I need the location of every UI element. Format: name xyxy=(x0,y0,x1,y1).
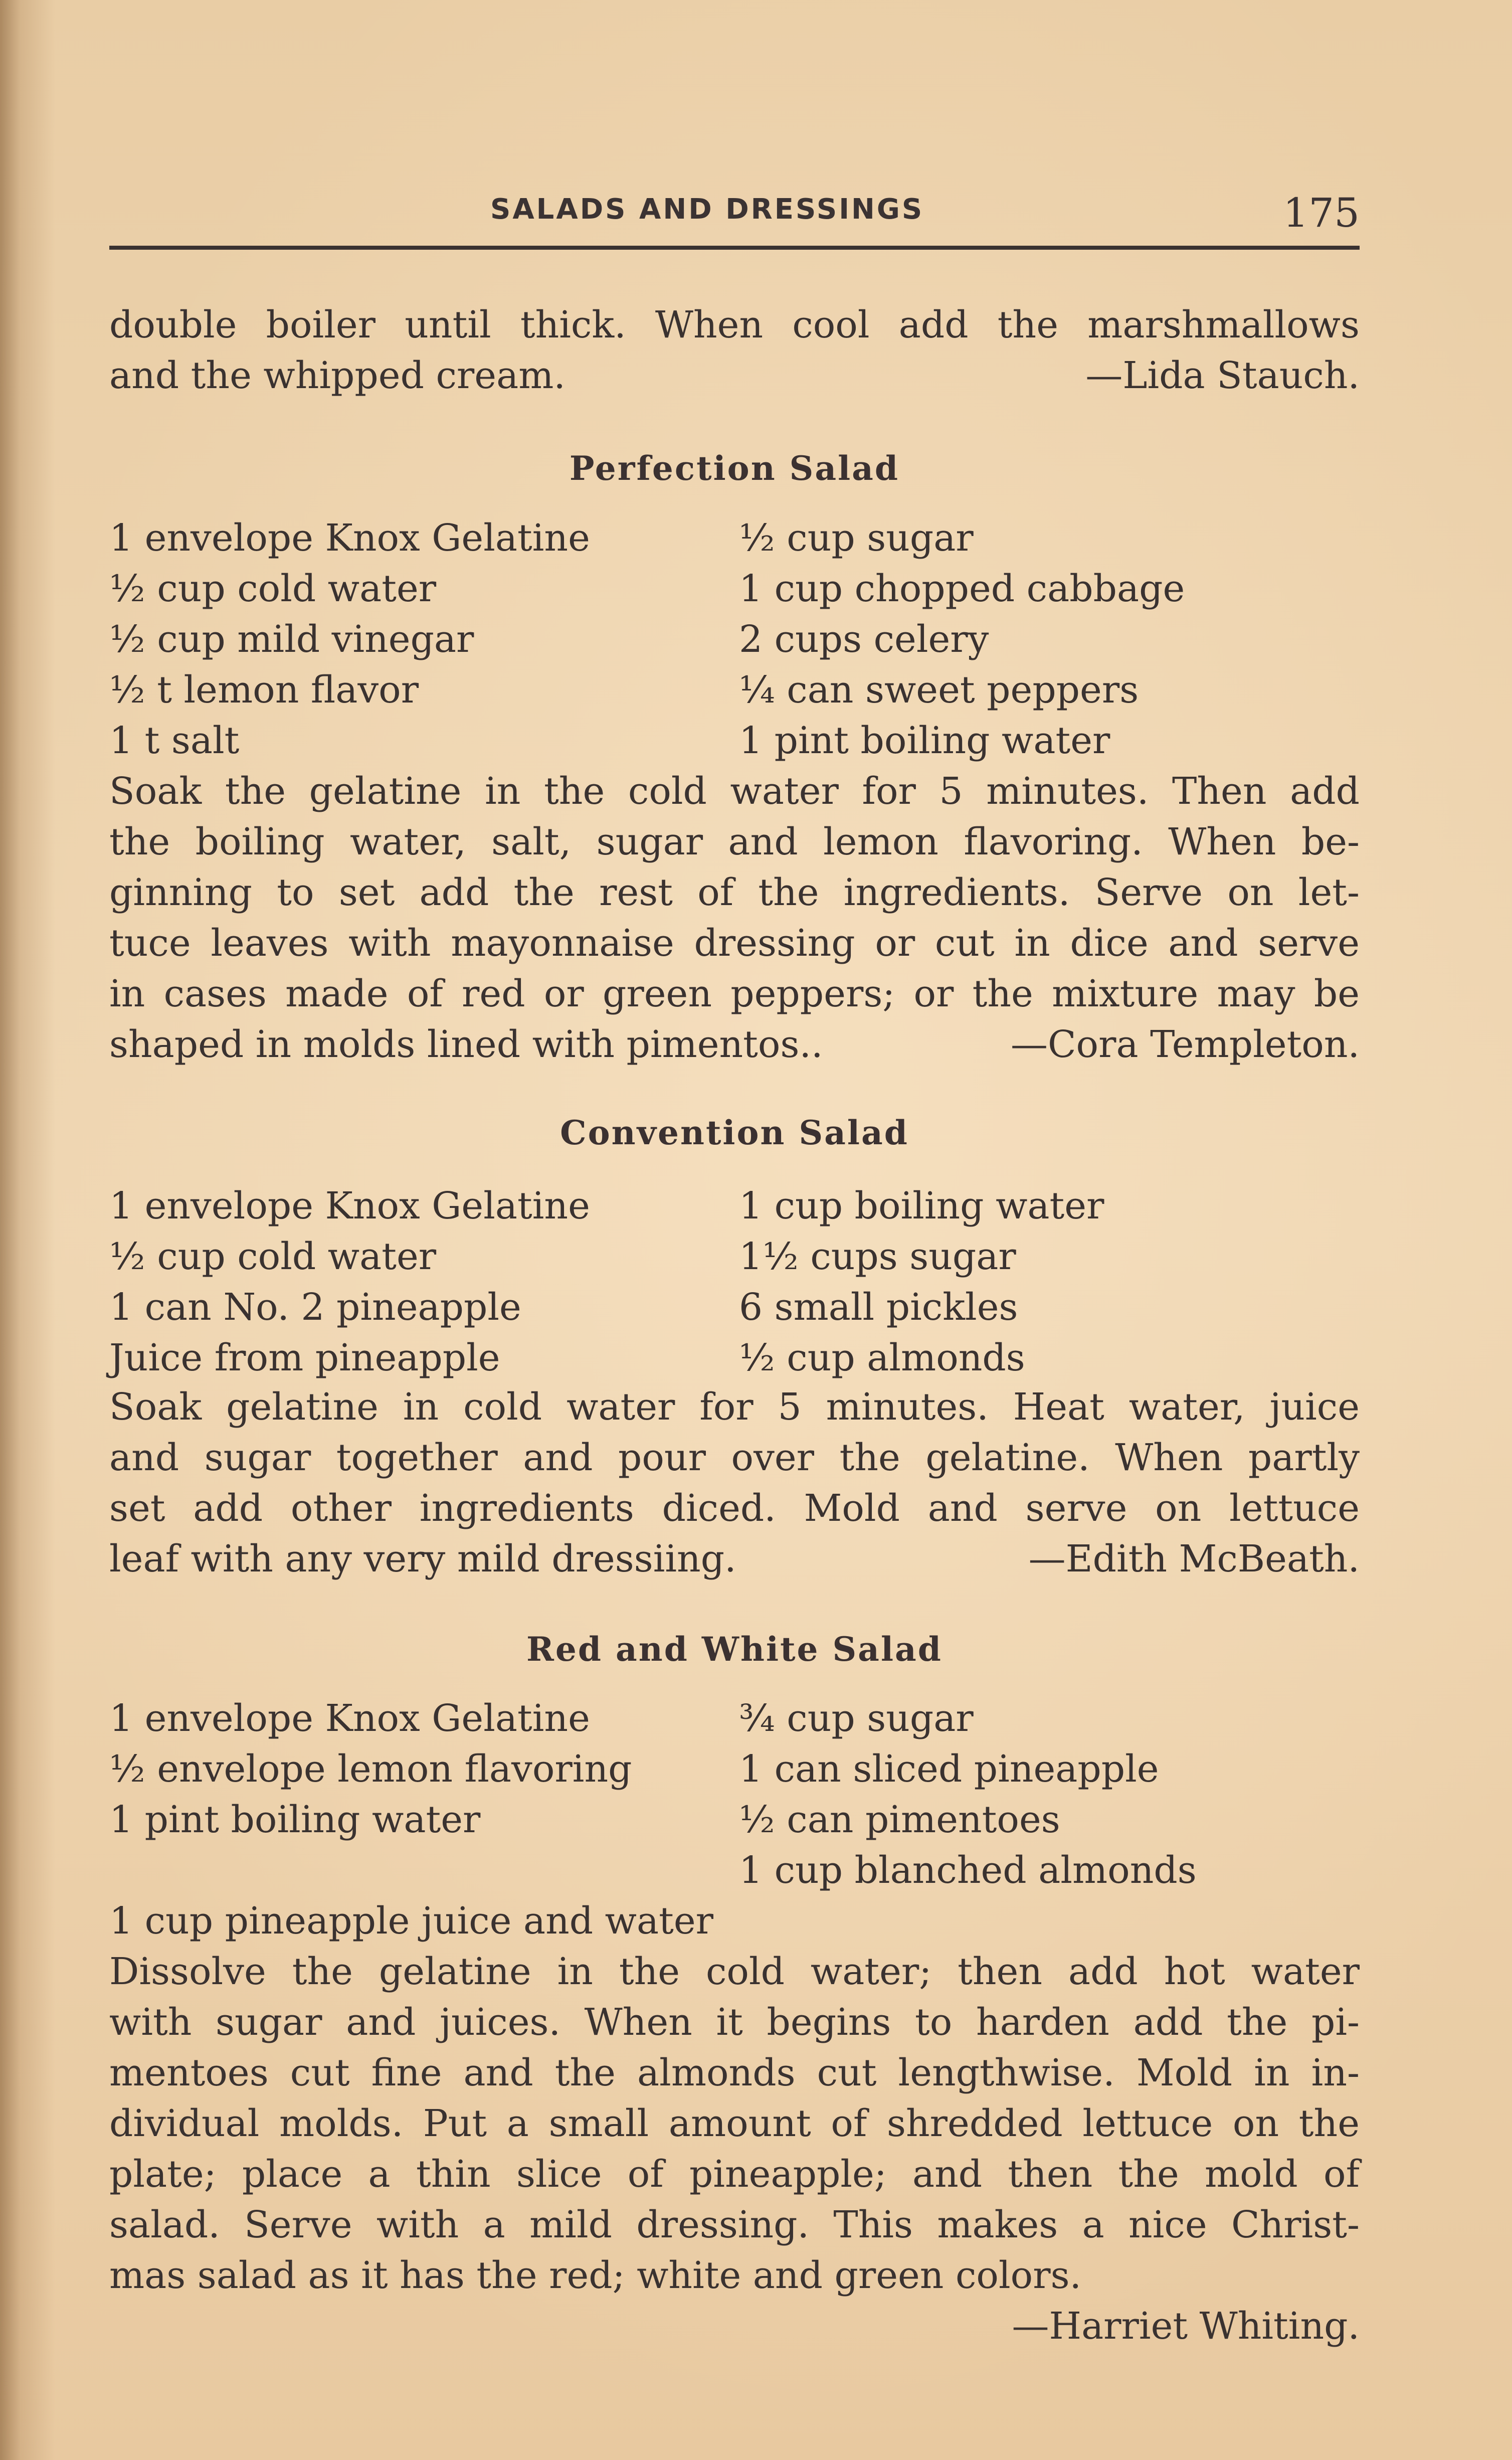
recipe-instructions xyxy=(109,1947,1360,2352)
ingredient: ½ t lemon flavor xyxy=(109,668,419,712)
text-line: tuce leaves with mayonnaise dressing or cut in dice and serve xyxy=(109,922,1360,965)
text-line: mentoes cut fine and the almonds cut lengthwise. Mold in in- xyxy=(109,2051,1360,2094)
text-line: ginning to set add the rest of the ingredients. Serve on let- xyxy=(109,871,1360,914)
text-line xyxy=(109,2250,1360,2301)
header-rule xyxy=(109,246,1360,250)
attribution: —Lida Stauch. xyxy=(1085,354,1360,397)
ingredient: 1 envelope Knox Gelatine xyxy=(109,516,590,560)
ingredient: 1 envelope Knox Gelatine xyxy=(109,1697,590,1740)
ingredient: ¼ can sweet peppers xyxy=(739,668,1139,712)
ingredient: 1 cup chopped cabbage xyxy=(739,567,1185,610)
text-line-content: mas salad as it has the red; white and green colors. xyxy=(109,2254,1082,2297)
ingredient-row xyxy=(109,1845,1360,1896)
ingredient: 1 cup blanched almonds xyxy=(739,1849,1197,1892)
text-line: set add other ingredients diced. Mold and serve on lettuce xyxy=(109,1487,1360,1530)
text-line: with sugar and juices. When it begins to harden add the pi- xyxy=(109,2001,1360,2044)
text-line: salad. Serve with a mild dressing. This makes a nice Christ- xyxy=(109,2203,1360,2246)
ingredient: 1 cup boiling water xyxy=(739,1184,1104,1227)
text-line xyxy=(109,1019,1360,1070)
text-line-content: and the whipped cream. xyxy=(109,354,565,397)
attribution: —Cora Templeton. xyxy=(1010,1023,1360,1066)
ingredient: ½ cup almonds xyxy=(739,1336,1025,1379)
ingredient-row xyxy=(109,513,1360,564)
text-line: the boiling water, salt, sugar and lemon flavoring. When be- xyxy=(109,820,1360,863)
ingredient: 1 envelope Knox Gelatine xyxy=(109,1184,590,1227)
ingredient: Juice from pineapple xyxy=(109,1336,500,1379)
intro-paragraph xyxy=(109,300,1360,401)
ingredient: 1 can No. 2 pineapple xyxy=(109,1286,521,1329)
ingredient-row xyxy=(109,614,1360,665)
ingredient-row xyxy=(109,716,1360,766)
ingredient-row xyxy=(109,665,1360,716)
ingredient-list xyxy=(109,1181,1360,1383)
text-line: Soak gelatine in cold water for 5 minutes. Heat water, juice xyxy=(109,1385,1360,1429)
ingredient-row xyxy=(109,1181,1360,1232)
text-line xyxy=(109,350,1360,401)
ingredient: ¾ cup sugar xyxy=(739,1697,974,1740)
recipe-instructions xyxy=(109,766,1360,1070)
text-line: dividual molds. Put a small amount of shredded lettuce on the xyxy=(109,2102,1360,2145)
ingredient: 1 pint boiling water xyxy=(739,719,1110,762)
ingredient: ½ cup cold water xyxy=(109,1235,437,1278)
ingredient-row xyxy=(109,1232,1360,1282)
ingredient: ½ cup mild vinegar xyxy=(109,618,474,661)
ingredient: 1 t salt xyxy=(109,719,240,762)
running-title: SALADS AND DRESSINGS xyxy=(490,193,924,226)
recipe-title: Perfection Salad xyxy=(569,449,900,488)
text-line: double boiler until thick. When cool add the marshmallows xyxy=(109,303,1360,346)
ingredient-list xyxy=(109,1693,1360,1947)
page-header xyxy=(109,186,1360,256)
attribution: —Harriet Whiting. xyxy=(1012,2305,1360,2348)
ingredient: ½ can pimentoes xyxy=(739,1798,1060,1841)
ingredient-list xyxy=(109,513,1360,766)
attribution: —Edith McBeath. xyxy=(1028,1537,1360,1580)
ingredient-row xyxy=(109,1693,1360,1744)
text-line: Dissolve the gelatine in the cold water; then add hot water xyxy=(109,1950,1360,1993)
ingredient: 1½ cups sugar xyxy=(739,1235,1016,1278)
text-line-content: leaf with any very mild dressiing. xyxy=(109,1537,736,1580)
text-line: in cases made of red or green peppers; or the mixture may be xyxy=(109,972,1360,1015)
text-line xyxy=(109,1534,1360,1585)
ingredient-row xyxy=(109,564,1360,614)
page-number: 175 xyxy=(1283,190,1360,236)
text-line: plate; place a thin slice of pineapple; and then the mold of xyxy=(109,2153,1360,2196)
ingredient-row xyxy=(109,1896,1360,1947)
ingredient-row xyxy=(109,1333,1360,1383)
ingredient-row xyxy=(109,1795,1360,1845)
text-line: and sugar together and pour over the gelatine. When partly xyxy=(109,1436,1360,1479)
ingredient: ½ envelope lemon flavoring xyxy=(109,1747,632,1791)
text-line: Soak the gelatine in the cold water for 5 minutes. Then add xyxy=(109,770,1360,813)
ingredient: 2 cups celery xyxy=(739,618,989,661)
recipe-title: Red and White Salad xyxy=(526,1630,942,1669)
recipe-instructions xyxy=(109,1382,1360,1585)
recipe-title: Convention Salad xyxy=(560,1113,909,1152)
text-line-content: shaped in molds lined with pimentos.. xyxy=(109,1023,823,1066)
ingredient: ½ cup cold water xyxy=(109,567,437,610)
ingredient: 1 cup pineapple juice and water xyxy=(109,1899,713,1943)
ingredient: 1 can sliced pineapple xyxy=(739,1747,1159,1791)
text-line xyxy=(109,2301,1360,2352)
ingredient-row xyxy=(109,1282,1360,1333)
ingredient: ½ cup sugar xyxy=(739,516,974,560)
ingredient: 1 pint boiling water xyxy=(109,1798,481,1841)
ingredient: 6 small pickles xyxy=(739,1286,1018,1329)
ingredient-row xyxy=(109,1744,1360,1795)
